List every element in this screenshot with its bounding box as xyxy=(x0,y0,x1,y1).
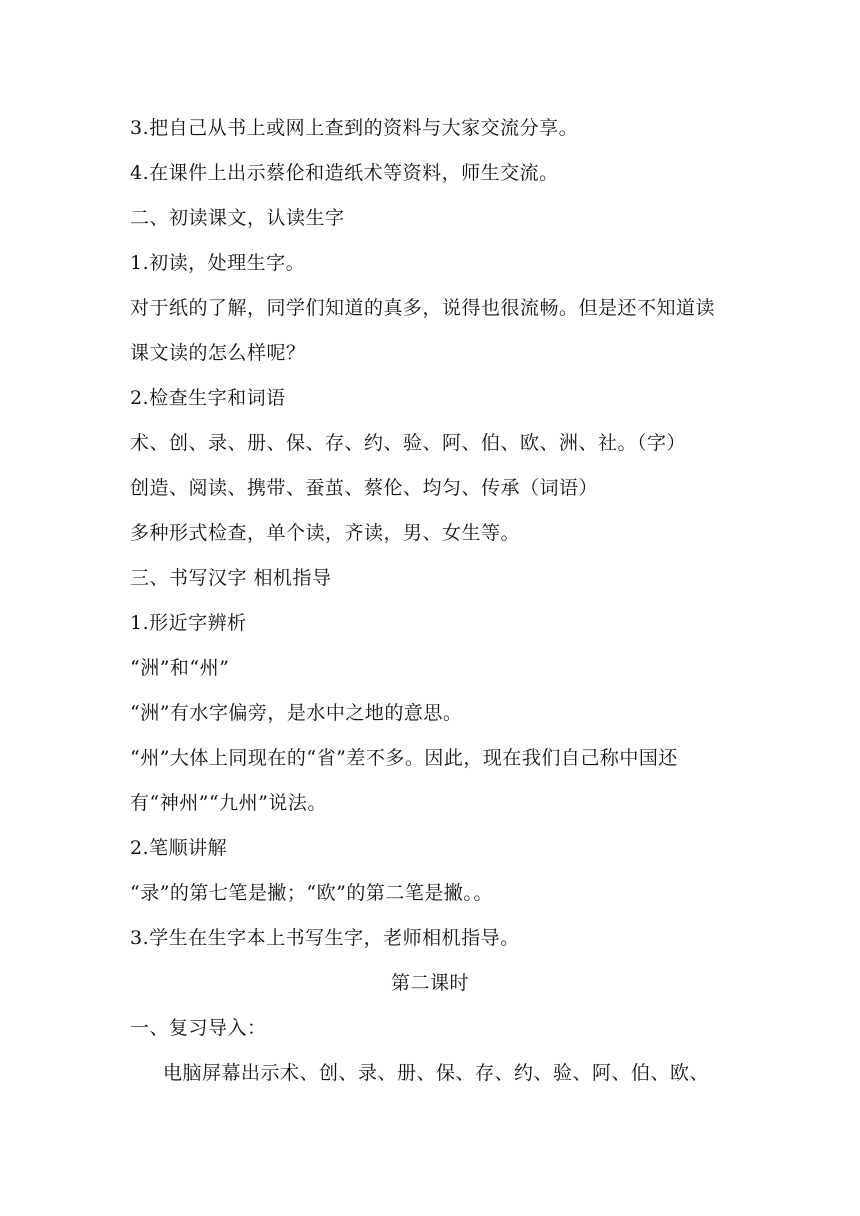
section-heading-review: 一、复习导入： xyxy=(130,1017,267,1039)
text-line-stroke-order: 2.笔顺讲解 xyxy=(130,837,228,859)
text-line-similar-characters: 1.形近字辨析 xyxy=(130,612,247,634)
text-line-first-reading: 1.初读，处理生字。 xyxy=(130,252,306,274)
text-line-check-words: 2.检查生字和词语 xyxy=(130,387,286,409)
text-line-cailun-materials: 4.在课件上出示蔡伦和造纸术等资料，师生交流。 xyxy=(130,162,559,184)
section-heading-first-reading: 二、初读课文，认读生字 xyxy=(130,207,345,229)
text-line-paper-knowledge: 对于纸的了解，同学们知道的真多，说得也很流畅。但是还不知道读 xyxy=(130,297,716,319)
text-line-zhou-province: “州”大体上同现在的“省”差不多。因此，现在我们自己称中国还 xyxy=(130,747,678,769)
text-line-stroke-details: “录”的第七笔是撇；“欧”的第二笔是撇。。 xyxy=(130,882,493,904)
text-line-paper-knowledge-cont: 课文读的怎么样呢？ xyxy=(130,342,306,364)
text-line-check-forms: 多种形式检查，单个读，齐读，男、女生等。 xyxy=(130,522,521,544)
text-line-character-list: 术、创、录、册、保、存、约、验、阿、伯、欧、洲、社。（字） xyxy=(130,432,687,454)
lesson-title-second-period: 第二课时 xyxy=(390,972,469,994)
text-line-zhou-province-cont: 有“神州”“九州”说法。 xyxy=(130,792,327,814)
text-line-zhou-compare: “洲”和“州” xyxy=(130,657,230,679)
text-line-zhou-water: “洲”有水字偏旁，是水中之地的意思。 xyxy=(130,702,463,724)
text-line-student-writing: 3.学生在生字本上书写生字，老师相机指导。 xyxy=(130,927,520,949)
text-line-word-list: 创造、阅读、携带、蚕茧、蔡伦、均匀、传承（词语） xyxy=(130,477,599,499)
text-line-screen-display: 电脑屏幕出示术、创、录、册、保、存、约、验、阿、伯、欧、 xyxy=(163,1062,710,1084)
text-line-share-materials: 3.把自己从书上或网上查到的资料与大家交流分享。 xyxy=(130,117,579,139)
section-heading-writing: 三、书写汉字 相机指导 xyxy=(130,567,332,589)
